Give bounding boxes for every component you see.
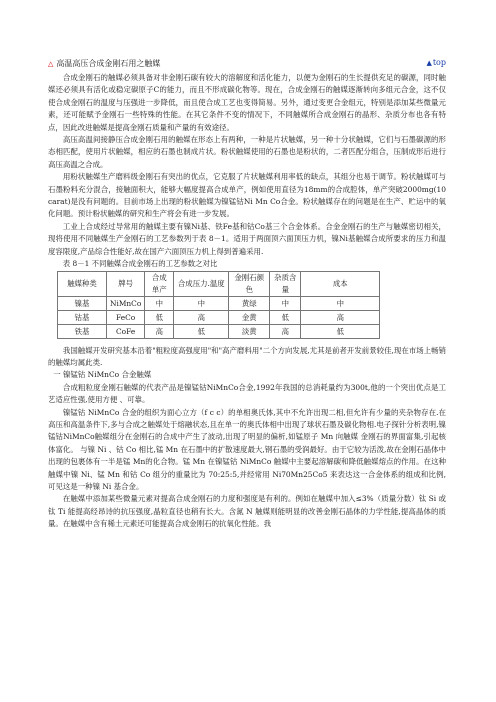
paragraph: 在触媒中添加某些微量元素对提高合成金刚石的力度和强度是有利的。例如在触媒中加入≤3%（质量分数）钛 Si 或钛 Ti 能提高经昂诗的抗压强度,晶粒直径也稍有长大。含氮 N 触媒则能明显的改善金刚石晶体的力学性能,提高晶体的质量。在触媒中含有稀土元素还可能提高合成金刚石的抗氧化性能。我 [48, 494, 446, 529]
paragraph: 我国触媒开发研究基本沿着"粗粒度高强度用"和"高产磨料用"二个方向发展,尤其是前者开发前景较佳,现在市场上畅销的触媒均属此类. [48, 345, 446, 367]
table-cell: 铁基 [58, 324, 107, 338]
article-body [48, 72, 446, 531]
paragraph: 合成金刚石的触媒必须具备对非金刚石碳有较大的溶解度和活化能力，以便为金刚石的生长提供充足的碳源，同时触媒还必须具有活化或稳定碳原子C的能力，而且不形成碳化物等。现在，合成金刚石的触媒逐渐转向多组元合金，这不仅使合成金刚石的温度与压强进一步降低，而且使合成工艺也变得简易。另外，通过变更合金组元，特别是添加某些微量元素，还可能赋予金刚石一些特殊的性能。在其它条件不变的情况下，不同触媒所合成金刚石的晶形、杂质分布也各有特点，因此改进触媒是提高金刚石质量和产量的有效途径。 [48, 73, 446, 132]
table-header-cell: 合成压力.温度 [174, 271, 229, 296]
table-cell: 金黄 [229, 310, 270, 324]
subheading: 一 镍锰钴 NiMnCo 合金触媒 [53, 370, 152, 380]
table-cell: 镍基 [58, 296, 107, 310]
table-header-row [58, 271, 380, 296]
section-header [48, 58, 446, 72]
back-to-top-link[interactable] [426, 58, 446, 67]
table-cell: 中 [145, 296, 174, 310]
catalyst-comparison-table [57, 271, 380, 339]
paragraph: 合成粗粒度金刚石触媒的代表产品是镍锰钴NiMnCo合金,1992年我国的总消耗量约为300t,他的一个突出优点是工艺适应性强,使用方便 、可靠。 [48, 382, 446, 405]
section-title: 高温高压合成金刚石用之触媒 [56, 59, 161, 68]
table-cell: 淡黄 [229, 324, 270, 338]
table-cell: CoFe [107, 324, 145, 338]
paragraph: 镍锰钴 NiMnCo 合金的组织为面心立方（f c c）的单相奥氏体,其中不允许出现二相,但允许有少量的夹杂物存在.在高压和高温条件下,多与合成之触媒处于熔融状态,且在单一的奥氏体相中出现了球状石墨及碳化物相.电子探针分析表明,镍锰钴NiMnCo触媒组分在金刚石的合成中产生了波动,出现了明显的偏析,如锰原子 Mn 向触媒 金刚石的界面富集,引起核体富化。 与镍 Ni 、钴 Co 相比,锰 Mn 在石墨中的扩散速度最大,钢石墨的受润最好。由于它较为活泼,故在金刚石晶体中出现的包裹体有一半是锰 Mn的化合物。锰 Mn 在镍锰钴 NiMnCo 触媒中主要起溶解碳和降低触媒熔点的作用。在这种触媒中镍 Ni、锰 Mn 和钴 Co 组分的重量比为 70:25:5,并经常用 Ni70Mn25Co5 来表达这一合金体系的组成和比例,可见这是一种镍 Ni 基合金。 [48, 407, 446, 491]
table-cell: 高 [270, 324, 301, 338]
table-row [58, 324, 380, 338]
table-cell: 中 [301, 296, 380, 310]
paragraph: 高压高温间接静压合成金刚石用的触媒在形态上有两种，一种是片状触媒，另一种十分状触媒，它们与石墨碳源的形态相匹配，使用片状触媒，相应的石墨也制成片状。粉状触媒使用的石墨也是粉状的，二者匹配分组合，压制成形后进行高压高温之合成。 [48, 135, 446, 169]
table-cell: 低 [174, 324, 229, 338]
table-header-cell: 杂质含量 [270, 271, 301, 296]
table-cell: 高 [145, 324, 174, 338]
table-cell: 黄绿 [229, 296, 270, 310]
paragraph: 工业上合成经过导常用的触媒主要有镍Ni基、铁Fe基和钴Co基三个合金体系。合金金刚石的生产与触媒密切相关，现将使用不同触媒生产金刚石的工艺参数列于表 8－1。适用于两面顶六面顶压力机，镍Ni基触媒合成所要求的压力和温度容限度,产品综合性能好,故在国产六面顶压力机上得到普遍采用. [48, 221, 446, 256]
table-cell: NiMnCo [107, 296, 145, 310]
table-cell: 低 [301, 324, 380, 338]
table-cell: 中 [270, 296, 301, 310]
table-cell: 高 [174, 310, 229, 324]
table-cell: 钴基 [58, 310, 107, 324]
table-header-cell: 金刚石颜色 [229, 271, 270, 296]
table-header-cell: 触媒种类 [58, 271, 107, 296]
table-cell: 高 [301, 310, 380, 324]
table-header-cell: 合成单产 [145, 271, 174, 296]
table-header-cell: 成本 [301, 271, 380, 296]
table-cell: 低 [145, 310, 174, 324]
table-header-cell: 牌号 [107, 271, 145, 296]
table-cell: FeCo [107, 310, 145, 324]
back-to-top-label: top [432, 58, 446, 67]
table-row [58, 310, 380, 324]
warning-triangle-icon: △ [48, 60, 54, 68]
table-cell: 低 [270, 310, 301, 324]
table-row [58, 296, 380, 310]
table-caption: 表 8－1 不同触媒合成金刚石的工艺参数之对比 [62, 259, 218, 269]
table-cell: 中 [174, 296, 229, 310]
up-arrow-icon: ▲ [426, 59, 432, 67]
paragraph: 用粉状触媒生产磨料级金刚石有突出的优点，它克服了片状触媒利用率低的缺点，其组分也易于调节。粉状触媒可与石墨粉料充分混合，接触面积大，能够大幅度提高合成单产，例如使用直径为18mm的合成腔体，单产突破2000mg(10carat)是没有问题的。目前市场上出现的粉状触媒为镍锰钴Ni Mn Co合金。粉状触媒存在的问题是在生产、贮运中的氧化问题。预计粉状触媒的研究和生产将会有进一步发展。 [48, 172, 446, 219]
